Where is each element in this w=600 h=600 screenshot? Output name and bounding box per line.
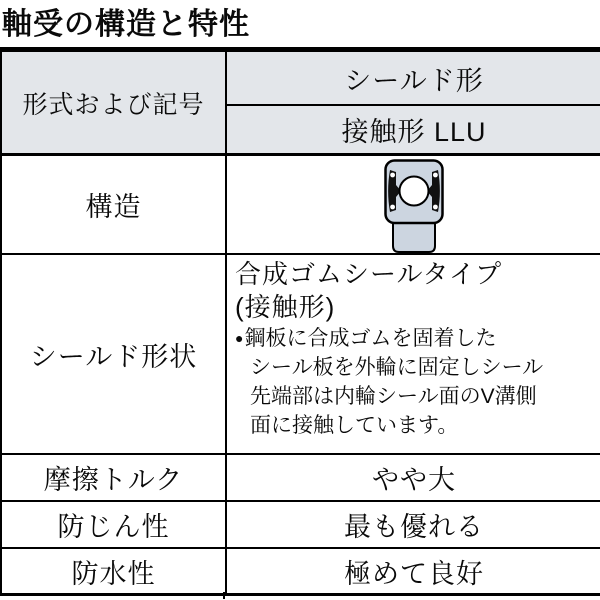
sealed-bearing-cross-section-icon — [384, 159, 444, 253]
row-structure-label: 構造 — [1, 155, 226, 255]
row-friction-torque-label: 摩擦トルク — [1, 454, 226, 501]
table-row — [1, 501, 600, 548]
header-type-symbol-label: 形式および記号 — [1, 50, 226, 155]
row-shield-shape-label: シールド形状 — [1, 254, 226, 454]
shield-type-subtitle: (接触形) — [235, 292, 336, 322]
row-water-resistance-label: 防水性 — [1, 548, 226, 595]
header-shield-type-value: シールド形 — [226, 50, 600, 106]
shield-note-line: 面に接触しています。 — [250, 414, 459, 437]
bearing-spec-table — [0, 47, 600, 596]
row-structure-value — [226, 155, 600, 255]
table-row — [1, 254, 600, 454]
row-friction-torque-value: やや大 — [226, 454, 600, 501]
table-row — [1, 454, 600, 501]
shield-note-line: 先端部は内輪シール面のV溝側 — [250, 385, 537, 408]
table-divider-stub — [223, 592, 225, 599]
table-row — [1, 50, 600, 106]
shield-note-line — [235, 324, 597, 353]
shield-type-title: 合成ゴムシールタイプ — [235, 259, 503, 289]
table-row — [1, 548, 600, 595]
shield-note-text: 鋼板に合成ゴムを固着した — [244, 327, 497, 350]
row-dust-resistance-value: 最も優れる — [226, 501, 600, 548]
row-shield-shape-value — [226, 254, 600, 454]
row-water-resistance-value: 極めて良好 — [226, 548, 600, 595]
shield-note-line: シール板を外輪に固定しシール — [250, 356, 544, 379]
row-dust-resistance-label: 防じん性 — [1, 501, 226, 548]
header-contact-symbol-value: 接触形 LLU — [226, 105, 600, 155]
page-title: 軸受の構造と特性 — [2, 8, 250, 41]
table-row — [1, 155, 600, 255]
bullet-icon: ● — [235, 330, 244, 346]
